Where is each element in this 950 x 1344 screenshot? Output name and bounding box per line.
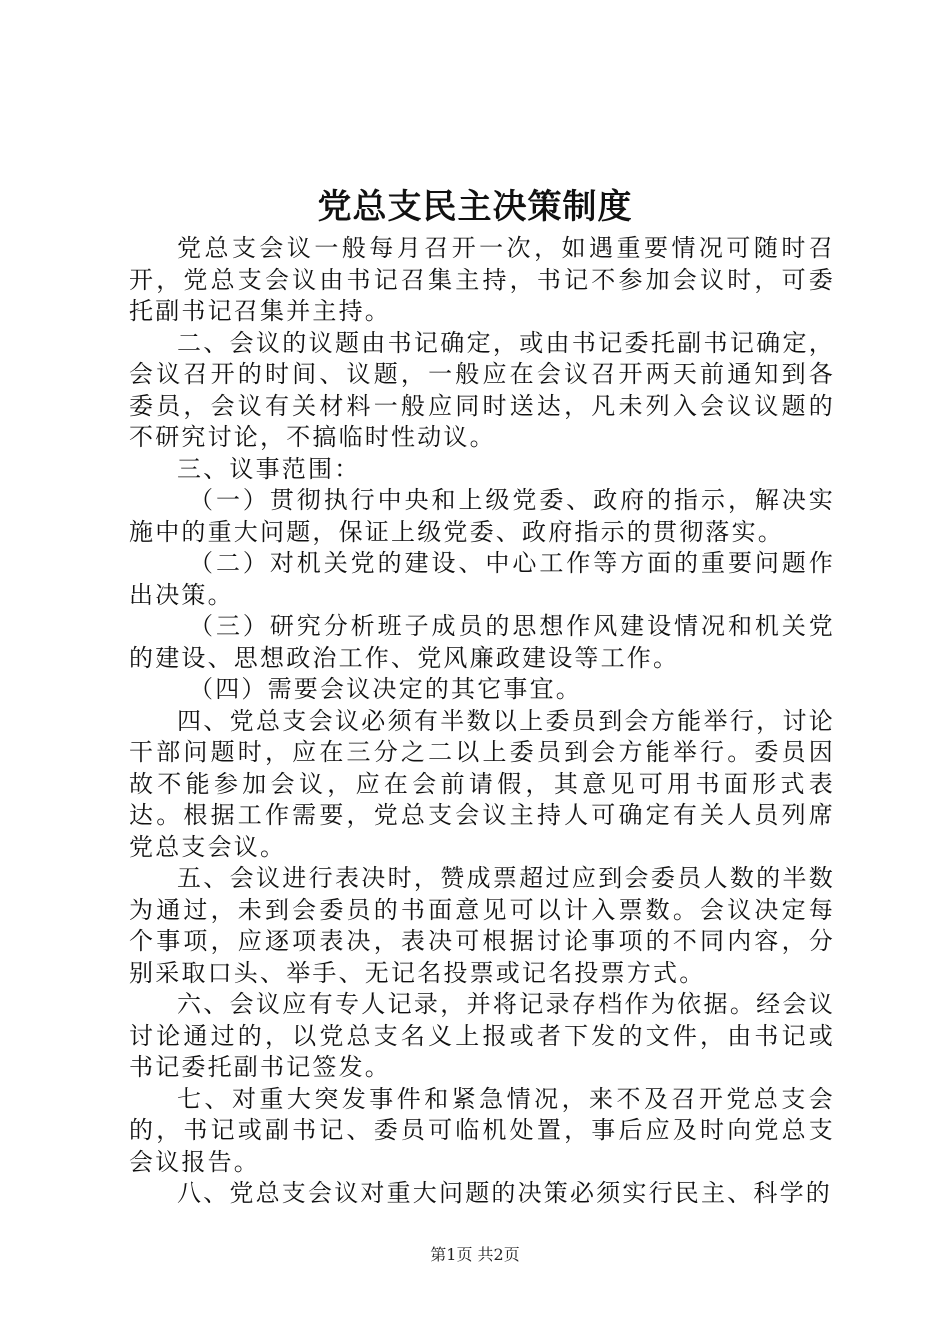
document-body [129, 233, 835, 1210]
page-footer: 第1页 共2页 [430, 1245, 520, 1264]
paragraph-2: 二、会议的议题由书记确定，或由书记委托副书记确定，会议召开的时间、议题，一般应在会议召开两天前通知到各委员，会议有关材料一般应同时送达，凡未列入会议议题的不研究讨论，不搞临时性动议。 [129, 328, 835, 451]
paragraph-3-heading: 三、议事范围： [177, 454, 361, 483]
paragraph-intro: 党总支会议一般每月召开一次，如遇重要情况可随时召开，党总支会议由书记召集主持，书记不参加会议时，可委托副书记召集并主持。 [129, 234, 835, 325]
paragraph-7: 七、对重大突发事件和紧急情况，来不及召开党总支会的，书记或副书记、委员可临机处置，事后应及时向党总支会议报告。 [129, 1084, 835, 1176]
paragraph-3-item-2: （二）对机关党的建设、中心工作等方面的重要问题作出决策。 [129, 549, 835, 609]
paragraph-5: 五、会议进行表决时，赞成票超过应到会委员人数的半数为通过，未到会委员的书面意见可以计入票数。会议决定每个事项，应逐项表决，表决可根据讨论事项的不同内容，分别采取口头、举手、无记名投票或记名投票方式。 [129, 864, 835, 987]
paragraph-3-item-3: （三）研究分析班子成员的思想作风建设情况和机关党的建设、思想政治工作、党风廉政建设等工作。 [129, 612, 835, 672]
paragraph-6: 六、会议应有专人记录，并将记录存档作为依据。经会议讨论通过的，以党总支名义上报或者下发的文件，由书记或书记委托副书记签发。 [129, 990, 835, 1081]
document-title: 党总支民主决策制度 [317, 187, 633, 227]
paragraph-3-item-4: （四）需要会议决定的其它事宜。 [189, 675, 582, 703]
paragraph-8: 八、党总支会议对重大问题的决策必须实行民主、科学的 [177, 1179, 832, 1207]
paragraph-4: 四、党总支会议必须有半数以上委员到会方能举行，讨论干部问题时，应在三分之二以上委员到会方能举行。委员因故不能参加会议，应在会前请假，其意见可用书面形式表达。根据工作需要，党总支会议主持人可确定有关人员列席党总支会议。 [129, 706, 835, 861]
paragraph-3-item-1: （一）贯彻执行中央和上级党委、政府的指示，解决实施中的重大问题，保证上级党委、政府指示的贯彻落实。 [129, 486, 835, 546]
